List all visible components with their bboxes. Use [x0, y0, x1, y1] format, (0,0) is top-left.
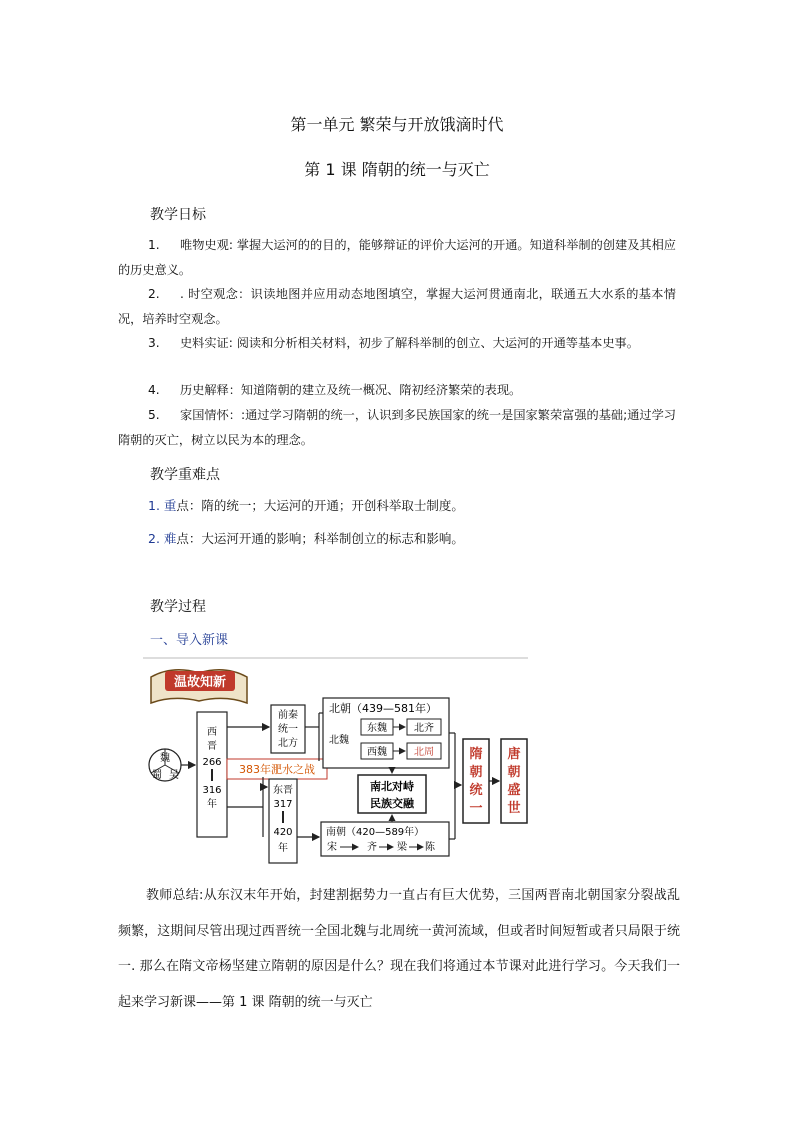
- battle-label: 383年淝水之战: [239, 763, 315, 776]
- shu-label: 蜀: [152, 770, 162, 781]
- qianqin-text: 北方: [278, 738, 298, 749]
- lesson-title: 第 1 课 隋朝的统一与灭亡: [304, 160, 490, 179]
- sui-text: 朝: [469, 765, 483, 780]
- xijin-text: 年: [207, 799, 217, 810]
- nanchao-label: 南朝（420—589年）: [326, 827, 425, 838]
- xiwei-label: 西魏: [367, 747, 387, 758]
- objectives-heading: 教学日标: [150, 207, 206, 223]
- objective-item: 1. 唯物史观: 掌握大运河的的目的，能够辩证的评价大运河的开通。知道科举制的创建及其相应的历史意义。: [118, 238, 676, 277]
- objective-item: 4. 历史解释：知道隋朝的建立及统一概况、隋初经济繁荣的表现。: [148, 383, 522, 397]
- unit-title: 第一单元 繁荣与开放饿滴时代: [290, 115, 504, 134]
- dongwei-label: 东魏: [367, 723, 387, 734]
- qianqin-text: 统一: [278, 724, 298, 735]
- sui-text: 一: [469, 801, 483, 816]
- tang-text: 盛: [507, 783, 521, 798]
- process-subheading: 一、导入新课: [150, 633, 229, 648]
- keypoints-heading: 教学重难点: [150, 467, 220, 483]
- wei-label: 魏: [160, 753, 170, 764]
- song-label: 宋: [327, 842, 337, 853]
- beiwei-label: 北魏: [329, 735, 349, 746]
- dongjin-text: 年: [278, 843, 288, 854]
- tang-text: 朝: [507, 765, 521, 780]
- objective-item: 5. 家国情怀：:通过学习隋朝的统一，认识到多民族国家的统一是国家繁荣富强的基础;通过学习隋朝的灭亡，树立以民为本的理念。: [118, 408, 676, 447]
- qi-label: 齐: [367, 842, 377, 853]
- banner-text: 温故知新: [173, 675, 227, 690]
- wu-label: 吴: [169, 770, 179, 781]
- tang-text: 唐: [507, 747, 521, 762]
- dongjin-text: 317: [273, 799, 293, 810]
- dongjin-text: 420: [273, 827, 293, 838]
- process-heading: 教学过程: [150, 599, 206, 615]
- difficult-point-line: 2. 难点：大运河开通的影响；科举制创立的标志和影响。: [148, 531, 464, 546]
- qianqin-text: 前秦: [278, 710, 298, 721]
- review-banner: [151, 670, 247, 703]
- three-kingdoms-circle: [149, 749, 181, 781]
- chen-label: 陈: [425, 842, 435, 853]
- xijin-text: 西: [207, 727, 217, 738]
- xijin-text: 316: [202, 785, 222, 796]
- key-point-line: 1. 重点：隋的统一；大运河的开通；开创科举取士制度。: [148, 498, 464, 513]
- history-timeline-diagram: [143, 657, 528, 867]
- beizhou-label: 北周: [414, 747, 434, 758]
- dongjin-text: 东晋: [273, 785, 293, 796]
- teacher-summary: 教师总结:从东汉末年开始，封建割据势力一直占有巨大优势，三国两晋南北朝国家分裂战乱频繁，这期间尽管出现过西晋统一全国北魏与北周统一黄河流域，但或者时间短暂或者只局限于统一. 那么在隋文帝杨坚建立隋朝的原因是什么？现在我们将通过本节课对此进行学习。今天我们一起来学习新课——第 1 课 隋朝的统一与灭亡: [118, 888, 680, 1010]
- nanbei-text: 南北对峙: [370, 780, 414, 793]
- tang-text: 世: [507, 801, 521, 816]
- sui-text: 隋: [469, 747, 483, 762]
- xijin-text: 266: [202, 757, 222, 768]
- nanbei-text: 民族交融: [370, 797, 414, 810]
- beiqi-label: 北齐: [414, 723, 434, 734]
- beichao-label: 北朝（439—581年）: [329, 702, 437, 715]
- sui-text: 统: [469, 783, 483, 798]
- liang-label: 梁: [397, 842, 407, 853]
- objective-item: 2. . 时空观念：识读地图并应用动态地图填空，掌握大运河贯通南北，联通五大水系的基本情况，培养时空观念。: [118, 287, 676, 326]
- xijin-text: 晋: [207, 741, 217, 752]
- objective-item: 3. 史料实证: 阅读和分析相关材料，初步了解科举制的创立、大运河的开通等基本史事。: [148, 336, 639, 350]
